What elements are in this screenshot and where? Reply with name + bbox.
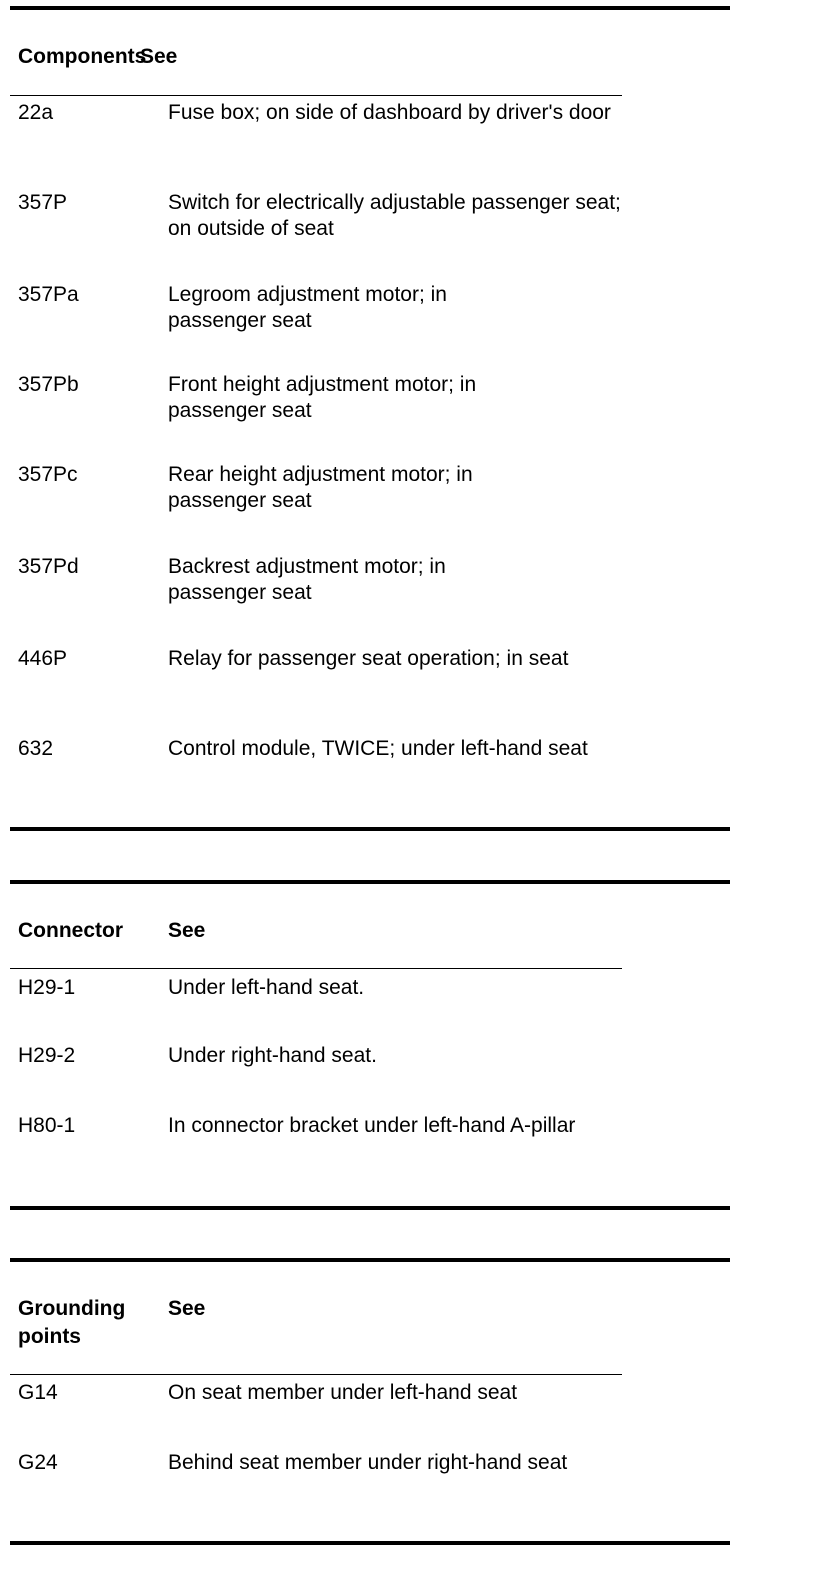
top-rule [10, 1258, 730, 1262]
component-location: Rear height adjustment motor; in passenger seat [168, 463, 473, 512]
top-rule [10, 6, 730, 10]
grounding-see-header: See [168, 1297, 206, 1320]
bottom-rule [10, 1541, 730, 1545]
bottom-rule [10, 827, 730, 831]
component-id: 357Pb [18, 373, 79, 396]
component-id: 357Pc [18, 463, 78, 486]
components-see-header: See [140, 45, 178, 68]
component-location: Control module, TWICE; under left-hand seat [168, 737, 588, 760]
grounding-header-line1: Grounding [18, 1297, 126, 1320]
grounding-location: Behind seat member under right-hand seat [168, 1451, 568, 1474]
component-id: 22a [18, 101, 54, 124]
connector-id: H29-1 [18, 976, 76, 999]
component-location: Front height adjustment motor; in passenger seat [168, 373, 477, 422]
grounding-id: G14 [18, 1381, 58, 1404]
grounding-header-line2: points [18, 1325, 81, 1348]
connector-id: H80-1 [18, 1114, 76, 1137]
component-id: 446P [18, 647, 68, 670]
grounding-id: G24 [18, 1451, 58, 1474]
header-rule [10, 968, 622, 969]
header-rule [10, 95, 622, 96]
component-id: 357Pd [18, 555, 79, 578]
top-rule [10, 880, 730, 884]
component-id: 632 [18, 737, 54, 760]
header-rule [10, 1374, 622, 1375]
component-location: Backrest adjustment motor; in passenger seat [168, 555, 446, 604]
connector-location: In connector bracket under left-hand A-pillar [168, 1114, 576, 1137]
component-id: 357Pa [18, 283, 79, 306]
connector-location: Under right-hand seat. [168, 1044, 377, 1067]
components-header: Components [18, 45, 147, 68]
connector-id: H29-2 [18, 1044, 76, 1067]
component-location: Fuse box; on side of dashboard by driver's door [168, 101, 611, 124]
component-location: Legroom adjustment motor; in passenger seat [168, 283, 447, 332]
grounding-location: On seat member under left-hand seat [168, 1381, 518, 1404]
connector-header: Connector [18, 919, 123, 942]
connector-see-header: See [168, 919, 206, 942]
component-id: 357P [18, 191, 68, 214]
bottom-rule [10, 1206, 730, 1210]
component-location: Switch for electrically adjustable passenger seat; on outside of seat [168, 191, 621, 240]
connector-location: Under left-hand seat. [168, 976, 365, 999]
component-location: Relay for passenger seat operation; in seat [168, 647, 569, 670]
